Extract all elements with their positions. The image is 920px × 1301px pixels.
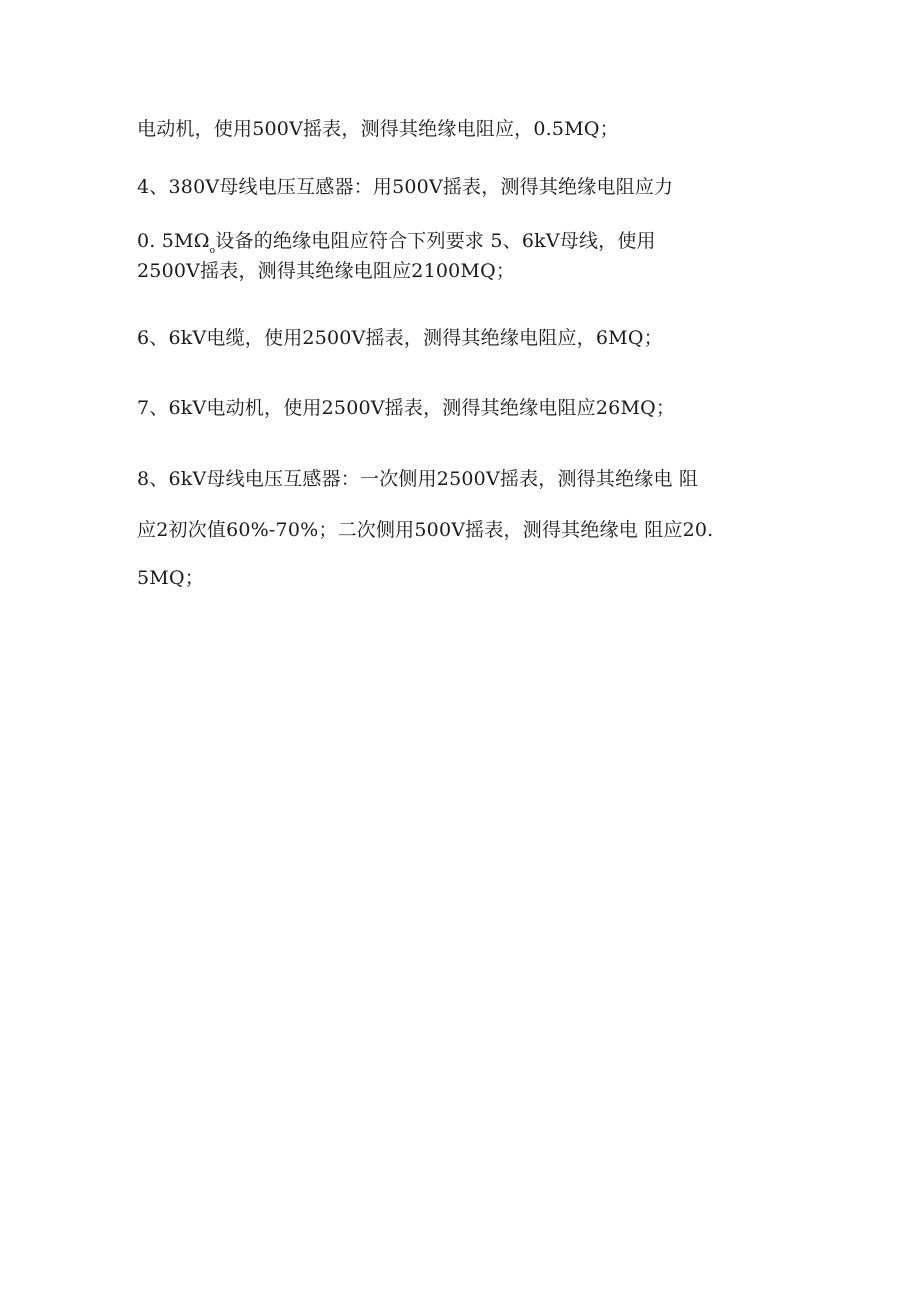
text-line-5: 6、6kV电缆，使用2500V摇表，测得其绝缘电阻应，6MQ； bbox=[137, 327, 663, 349]
text-line-9: 5MQ； bbox=[137, 567, 204, 589]
text-line-2: 4、380V母线电压互感器：用500V摇表，测得其绝缘电阻应力 bbox=[137, 176, 674, 198]
text-line-3 bbox=[137, 232, 656, 256]
text-line-3-end: 设备的绝缘电阻应符合下列要求 5、6kV母线，使用 bbox=[215, 230, 656, 252]
text-line-6: 7、6kV电动机，使用2500V摇表，测得其绝缘电阻应26MQ； bbox=[137, 397, 676, 419]
text-line-8: 应2初次值60%-70%；二次侧用500V摇表，测得其绝缘电 阻应20. bbox=[137, 519, 714, 541]
text-line-3-subscript: o bbox=[209, 246, 216, 256]
text-line-3-start: 0. 5MΩ bbox=[137, 230, 210, 252]
text-line-7: 8、6kV母线电压互感器：一次侧用2500V摇表，测得其绝缘电 阻 bbox=[137, 468, 699, 490]
text-line-1: 电动机，使用500V摇表，测得其绝缘电阻应，0.5MQ； bbox=[137, 118, 619, 140]
text-line-4: 2500V摇表，测得其绝缘电阻应2100MQ； bbox=[137, 260, 516, 282]
